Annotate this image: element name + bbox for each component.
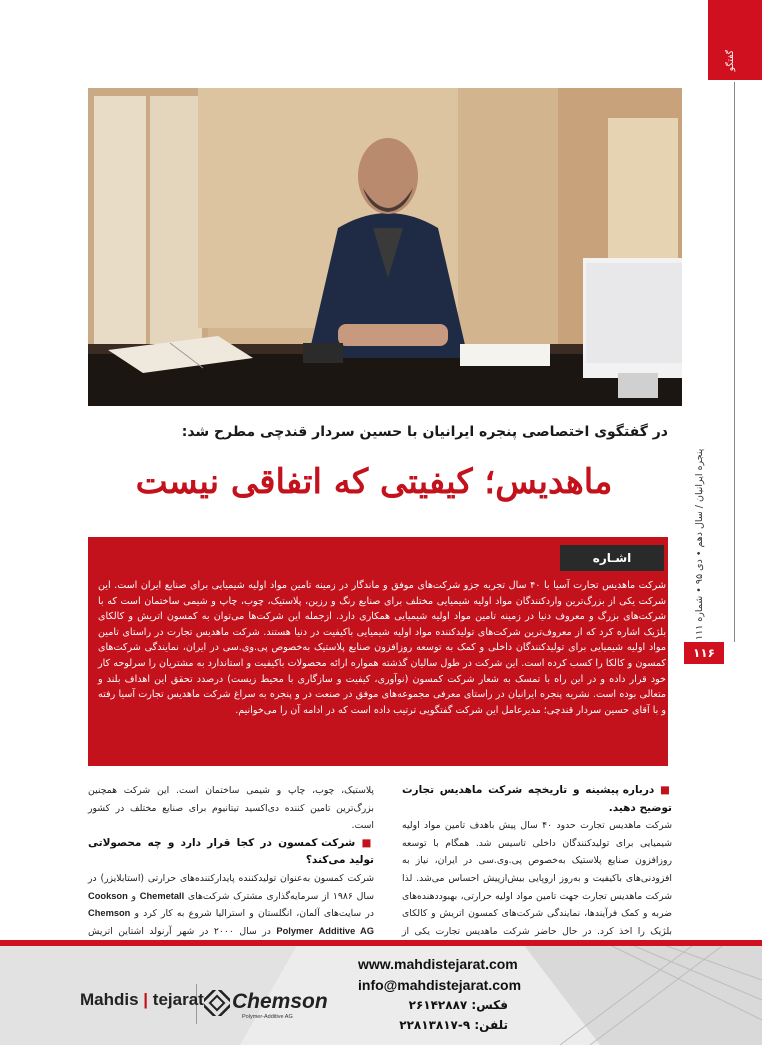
- ad-phone: تلفن: ۹-۲۲۸۱۳۸۱۷: [399, 1018, 508, 1032]
- section-tab-label: گفتگو: [726, 50, 736, 72]
- answer-2-part: و: [131, 890, 137, 902]
- ad-website[interactable]: www.mahdistejarat.com: [358, 956, 518, 972]
- section-tab: [708, 0, 762, 80]
- answer-2-part: در سایت‌های آلمان، انگلستان و استرالیا شروع به کار کرد و: [134, 908, 374, 920]
- ad-fax: فکس: ۲۶۱۴۲۸۸۷: [408, 998, 508, 1012]
- question-1-text: درباره پیشینه و تاریخچه شرکت ماهدیس تجارت توضیح دهید.: [402, 784, 672, 814]
- question-2-text: شرکت کمسون در کجا قرار دارد و چه محصولاتی تولید می‌کند؟: [88, 836, 374, 867]
- brand-additive: Additive AG: [318, 925, 374, 936]
- intro-label: اشـاره: [560, 545, 664, 571]
- brand-chemson-polymer: Chemson Polymer: [88, 908, 314, 936]
- intro-text: شرکت ماهدیس تجارت آسیا با ۴۰ سال تجربه جزو شرکت‌های موفق و ماندگار در زمینه تامین مواد اولیه شیمیایی برای صنایع ایران است. این شرکت یکی از بزرگ‌ترین واردکنندگان مواد اولیه شیمیایی مختلف برای صنایع رنگ و رزین، پلاستیک، چوب، چاپ و شیمی ساختمان است که با شرکت‌های بزرگ و معروف دنیا در زمینه تامین مواد اولیه شیمیایی همکاری دارد. ازجمله این شرکت‌ها می‌توان به کمسون اتریش و کالکای بلژیک اشاره کرد که از معروف‌ترین شرکت‌های تولیدکننده مواد اولیه شیمیایی باکیفیت در دنیا هستند. شرکت ماهدیس تجارت در راستای تامین مواد اولیه شیمیایی برای تولیدکنندگان داخلی و کمک به توسعه روزافزون صنایع پلاستیک به‌خصوص پی.وی.سی در ایران، نمایندگی شرکت‌های کمسون و کالکا را کسب کرده است. این شرکت در طول سالیان گذشته همواره ارائه محصولات باکیفیت و استاندارد به مشتریان را سرلوحه کار خود قرار داده و در این راه با تمسک به شعار شرکت کمسون (نوآوری، کیفیت و سازگاری با محیط زیست) درصدد تحقق این اهداف بلند و متعالی بوده است. نشریه پنجره ایرانیان در راستای معرفی مجموعه‌های موفق در صنعت در و پنجره به سراغ شرکت ماهدیس تجارت آسیا رفته و با آقای حسین سردار قندچی؛ مدیرعامل این شرکت گفتگویی ترتیب داده است که در ادامه آن را می‌خوانیم.: [98, 580, 667, 716]
- brand-chemetall: Chemetall: [139, 890, 185, 901]
- chemson-logo-icon: [204, 990, 230, 1020]
- ad-email[interactable]: info@mahdistejarat.com: [358, 977, 522, 993]
- mahdis-logo-b: tejarat: [152, 990, 204, 1009]
- bullet-icon: ■: [654, 784, 673, 796]
- mahdis-logo-a: Mahdis: [80, 990, 139, 1009]
- ad-top-rule: [0, 940, 762, 946]
- chemson-logo-subtitle: Polymer-Additive AG: [242, 1014, 293, 1020]
- brand-cookson: Cookson: [88, 890, 128, 901]
- article-headline: ماهدیس؛ کیفیتی که اتفاقی نیست: [135, 462, 613, 502]
- bullet-icon: ■: [355, 836, 375, 849]
- paragraph-1: پلاستیک، چوب، چاپ و شیمی ساختمان است. این شرکت همچنین بزرگ‌ترین تامین کننده دی‌اکسید تیتانیوم برای صنایع مختلف در کشور است.: [88, 785, 374, 832]
- running-header: پنجره ایرانیان / سال دهم • دی ۹۵ • شماره ۱۱۱: [694, 448, 705, 640]
- question-1: [402, 782, 672, 817]
- answer-1: شرکت ماهدیس تجارت حدود ۴۰ سال پیش باهدف تامین مواد اولیه شیمیایی برای تولیدکنندگان داخلی تاسیس شد. همگام با توسعه روزافزون صنایع پلاستیک به‌خصوص پی.وی.سی در ایران، نیاز به افزودنی‌های باکیفیت و به‌روز اروپایی بیش‌ازپیش احساس می‌شد. لذا شرکت ماهدیس تجارت جهت تامین مواد اولیه حرارتی، بهبوددهنده‌های ضربه و کمک فرآیندها، نمایندگی شرکت‌های کمسون اتریش و کالکای بلژیک را اخذ کرد. در حال حاضر شرکت ماهدیس تجارت یکی از: [402, 820, 672, 937]
- article-kicker: در گفتگوی اختصاصی پنجره ایرانیان با حسین سردار قندچی مطرح شد:: [181, 424, 668, 440]
- interview-photo: [88, 88, 682, 406]
- answer-2-part: شرکت کمسون به‌عنوان تولیدکننده پایدارکننده‌های حرارتی (استابلایزر) در سال ۱۹۸۶ از سرمایه‌گذاری مشترک شرکت‌های: [88, 872, 374, 902]
- chemson-logo-text: Chemson: [232, 990, 328, 1013]
- answer-2-part: در سال ۲۰۰۰ در شهر آرنولد اشتاین اتریش: [88, 925, 271, 937]
- sidebar-rule: [734, 82, 735, 642]
- page-number: ۱۱۶: [684, 642, 724, 664]
- mahdis-logo: [80, 990, 204, 1010]
- mahdis-logo-mark: |: [143, 990, 149, 1009]
- question-2: [88, 835, 374, 870]
